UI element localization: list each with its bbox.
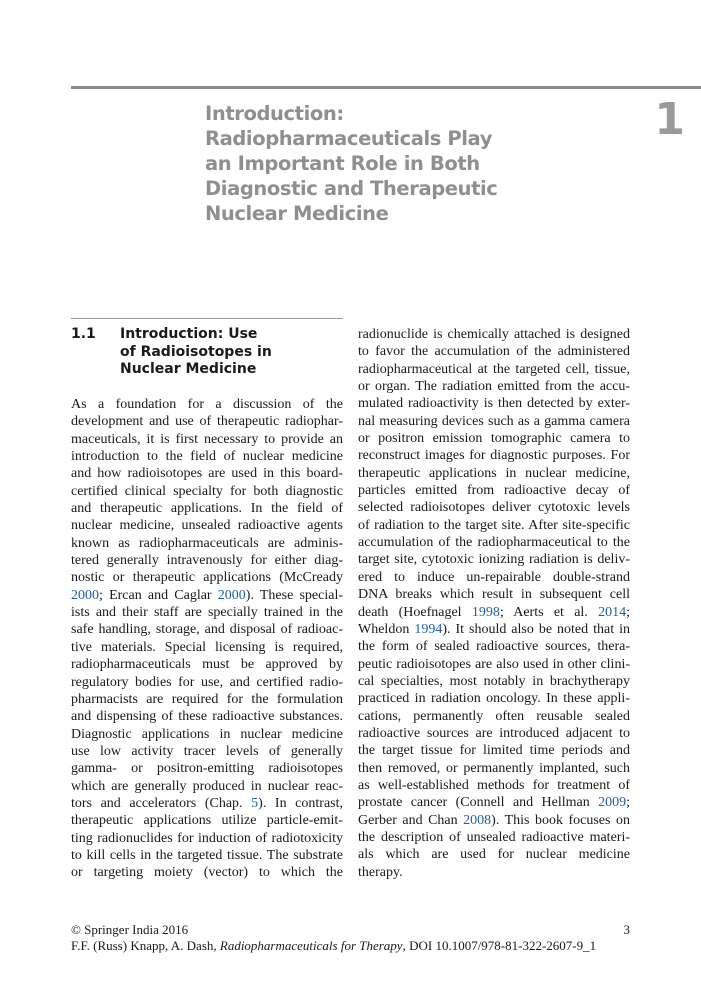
text-line: then removed, or permanently implanted, such xyxy=(358,760,630,776)
text-line: known as radiopharmaceuticals are adminis- xyxy=(71,535,343,551)
text-line: selected radioisotopes deliver cytotoxic levels xyxy=(358,500,630,516)
chapter-title-line: Radiopharmaceuticals Play xyxy=(205,127,493,150)
text-line: DNA breaks which result in subsequent cell xyxy=(358,587,630,603)
section-title-line: Introduction: Use xyxy=(120,326,258,342)
section-rule xyxy=(71,318,343,319)
text-line: target site, cytotoxic ionizing radiation is deliv- xyxy=(358,552,630,568)
text-line: use low activity tracer levels of generally xyxy=(71,743,343,759)
chapter-title-line: Nuclear Medicine xyxy=(205,202,389,225)
text-line: tors and accelerators (Chap. 5). In contrast, xyxy=(71,795,343,811)
reference-link[interactable]: 1994 xyxy=(414,621,443,637)
reference-link[interactable]: 1998 xyxy=(471,604,500,620)
text-line: as well-established methods for treatment of xyxy=(358,777,630,793)
text-line: death (Hoefnagel 1998; Aerts et al. 2014; xyxy=(358,604,630,620)
text-line: and therapeutic applications. In the field of xyxy=(71,501,343,517)
text-line: Wheldon 1994). It should also be noted that in xyxy=(358,621,630,637)
text-line: als which are used for nuclear medicine xyxy=(358,847,630,863)
page-number: 3 xyxy=(623,922,630,937)
text-line: radiopharmaceutical at the targeted cell, tissue, xyxy=(358,361,630,377)
chapter-title xyxy=(205,101,565,226)
footer-authors: F.F. (Russ) Knapp, A. Dash, xyxy=(71,938,220,953)
text-line: tive materials. Special licensing is required, xyxy=(71,639,343,655)
text-line: cations, permanently often reusable sealed xyxy=(358,708,630,724)
text-line: peutic radioisotopes are also used in other clini- xyxy=(358,656,630,672)
text-line: the description of unsealed radioactive materi- xyxy=(358,829,630,845)
text-line: prostate cancer (Connell and Hellman 2009; xyxy=(358,795,630,811)
text-line: ered to induce un-repairable double-strand xyxy=(358,569,630,585)
text-line: nuclear medicine, unsealed radioactive agents xyxy=(71,518,343,534)
reference-link[interactable]: 2000 xyxy=(217,587,246,603)
text-line: radiopharmaceuticals must be approved by xyxy=(71,657,343,673)
reference-link[interactable]: 2008 xyxy=(463,812,492,828)
text-line: Diagnostic applications in nuclear medicine xyxy=(71,726,343,742)
reference-link[interactable]: 2000 xyxy=(71,587,99,603)
text-line: ists and their staff are specially trained in the xyxy=(71,605,343,621)
text-line: pharmacists are required for the formulation xyxy=(71,691,343,707)
text-line: Gerber and Chan 2008). This book focuses on xyxy=(358,812,630,828)
reference-link[interactable]: 2014 xyxy=(598,604,627,620)
text-line: of radiation to the target site. After site-specific xyxy=(358,517,630,533)
text-line: ting radionuclides for induction of radiotoxicity xyxy=(71,830,343,846)
text-line: mulated radioactivity is then detected by exter- xyxy=(358,396,630,412)
footer-citation xyxy=(71,937,596,954)
text-line: regulatory bodies for use, and certified radio- xyxy=(71,674,343,690)
body-column-left xyxy=(71,396,343,882)
chapter-number: 1 xyxy=(654,94,685,145)
text-line: reconstruct images for diagnostic purposes. For xyxy=(358,448,630,464)
text-line: to favor the accumulation of the administered xyxy=(358,344,630,360)
chapter-title-line: an Important Role in Both xyxy=(205,152,480,175)
text-line: practiced in radiation oncology. In these appli- xyxy=(358,691,630,707)
text-line: safe handling, storage, and disposal of radioac- xyxy=(71,622,343,638)
text-line: or positron emission tomographic camera to xyxy=(358,431,630,447)
text-line: tered generally intravenously for either diag- xyxy=(71,553,343,569)
body-column-right xyxy=(358,326,630,881)
chapter-title-line: Introduction: xyxy=(205,102,344,125)
text-line: and dispensing of these radioactive substances. xyxy=(71,709,343,725)
text-line: 2000; Ercan and Caglar 2000). These special- xyxy=(71,587,343,603)
text-line: development and use of therapeutic radiophar- xyxy=(71,414,343,430)
text-line: which are generally produced in nuclear reac- xyxy=(71,778,343,794)
text-line: therapy. xyxy=(358,864,403,880)
text-line: particles emitted from radioactive decay of xyxy=(358,483,630,499)
text-line: nostic or therapeutic applications (McCready xyxy=(71,570,343,586)
text-line: gamma- or positron-emitting radioisotopes xyxy=(71,761,343,777)
chapter-title-line: Diagnostic and Therapeutic xyxy=(205,177,498,200)
text-line: the form of sealed radioactive sources, thera- xyxy=(358,639,630,655)
text-line: As a foundation for a discussion of the xyxy=(71,397,343,412)
section-number: 1.1 xyxy=(71,326,96,342)
text-line: accumulation of the radiopharmaceutical to the xyxy=(358,535,630,551)
text-line: nal measuring devices such as a gamma camera xyxy=(358,413,630,429)
text-line: the target tissue for limited time periods and xyxy=(358,743,630,759)
section-title xyxy=(120,326,330,379)
chapter-top-rule xyxy=(71,86,701,89)
text-line: certified clinical specialty for both diagnostic xyxy=(71,483,343,499)
text-line: radioactive sources are introduced adjacent to xyxy=(358,725,630,741)
text-line: or targeting moiety (vector) to which the xyxy=(71,865,343,881)
reference-link[interactable]: 2009 xyxy=(598,795,627,811)
footer-book-title: Radiopharmaceuticals for Therapy xyxy=(219,938,403,953)
text-line: and how radioisotopes are used in this board- xyxy=(71,466,343,482)
text-line: maceuticals, it is first necessary to provide an xyxy=(71,431,343,447)
footer-copyright: © Springer India 2016 xyxy=(71,922,189,937)
section-title-line: Nuclear Medicine xyxy=(120,361,257,377)
text-line: or organ. The radiation emitted from the accu- xyxy=(358,379,630,395)
section-title-line: of Radioisotopes in xyxy=(120,343,272,360)
text-line: to kill cells in the targeted tissue. The substrate xyxy=(71,847,343,863)
text-line: introduction to the field of nuclear medicine xyxy=(71,449,343,465)
footer-doi: , DOI 10.1007/978-81-322-2607-9_1 xyxy=(402,938,597,953)
reference-link[interactable]: 5 xyxy=(251,795,259,811)
text-line: cal specialties, most notably in brachytherapy xyxy=(358,673,630,689)
text-line: radionuclide is chemically attached is designed xyxy=(358,327,630,342)
text-line: therapeutic applications in nuclear medicine, xyxy=(358,465,630,481)
text-line: therapeutic applications utilize particle-emit- xyxy=(71,813,343,829)
